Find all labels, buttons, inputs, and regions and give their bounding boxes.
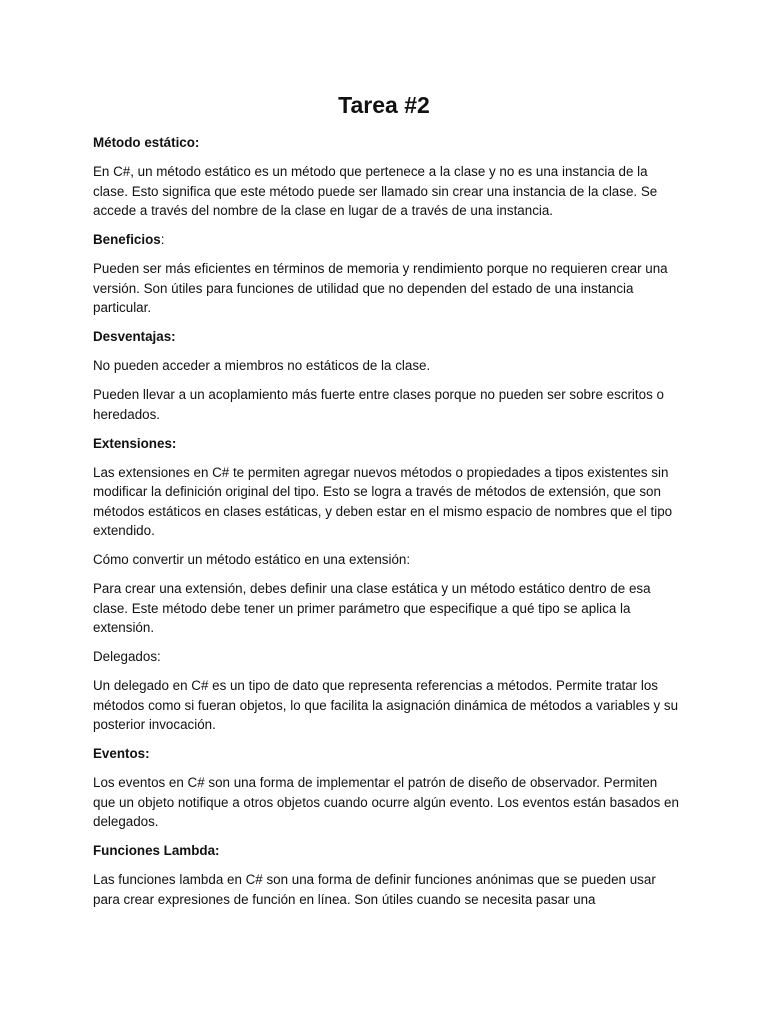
document-body — [93, 133, 683, 919]
paragraph-funciones-lambda: Las funciones lambda en C# son una forma de definir funciones anónimas que se pueden usar para crear expresiones de función en línea. Son útiles cuando se necesita pasar una — [93, 872, 656, 907]
section-heading-extensiones: Extensiones: — [93, 435, 177, 451]
paragraph-eventos: Los eventos en C# son una forma de implementar el patrón de diseño de observador. Permiten que un objeto notifique a otros objetos cuando ocurre algún evento. Los eventos están basados en delegados. — [93, 775, 679, 829]
heading-beneficios-colon: : — [160, 232, 165, 247]
paragraph-como-convertir: Cómo convertir un método estático en una extensión: — [93, 552, 411, 567]
paragraph-metodo-estatico: En C#, un método estático es un método que pertenece a la clase y no es una instancia de la clase. Esto significa que este método puede ser llamado sin crear una instancia de la clase. Se accede a través del nombre de la clase en lugar de a través de una instancia. — [93, 164, 658, 218]
paragraph-delegados-heading: Delegados: — [93, 649, 161, 664]
section-heading-beneficios — [93, 230, 683, 250]
section-heading-metodo-estatico: Método estático: — [93, 135, 200, 150]
section-heading-eventos: Eventos: — [93, 746, 150, 761]
heading-beneficios-bold: Beneficios — [93, 232, 161, 247]
paragraph-beneficios: Pueden ser más eficientes en términos de memoria y rendimiento porque no requieren crear una versión. Son útiles para funciones de utilidad que no dependen del estado de una instancia particular. — [93, 261, 668, 315]
section-heading-desventajas: Desventajas: — [93, 329, 176, 344]
paragraph-desventajas-2: Pueden llevar a un acoplamiento más fuerte entre clases porque no pueden ser sobre escritos o heredados. — [93, 387, 664, 422]
paragraph-desventajas-1: No pueden acceder a miembros no estáticos de la clase. — [93, 358, 431, 373]
paragraph-delegados: Un delegado en C# es un tipo de dato que representa referencias a métodos. Permite tratar los métodos como si fueran objetos, lo que facilita la asignación dinámica de métodos a variables y su posterior invocación. — [93, 678, 679, 732]
section-heading-funciones-lambda: Funciones Lambda: — [93, 843, 220, 858]
paragraph-extensiones: Las extensiones en C# te permiten agregar nuevos métodos o propiedades a tipos existentes sin modificar la definición original del tipo. Esto se logra a través de métodos de extensión, que son métodos estáticos en clases estáticas, y deben estar en el mismo espacio de nombres que el tipo extendido. — [93, 464, 673, 538]
page-title: Tarea #2 — [338, 92, 430, 118]
paragraph-crear-extension: Para crear una extensión, debes definir una clase estática y un método estático dentro de esa clase. Este método debe tener un primer parámetro que especifique a qué tipo se aplica la extensión. — [93, 581, 651, 635]
